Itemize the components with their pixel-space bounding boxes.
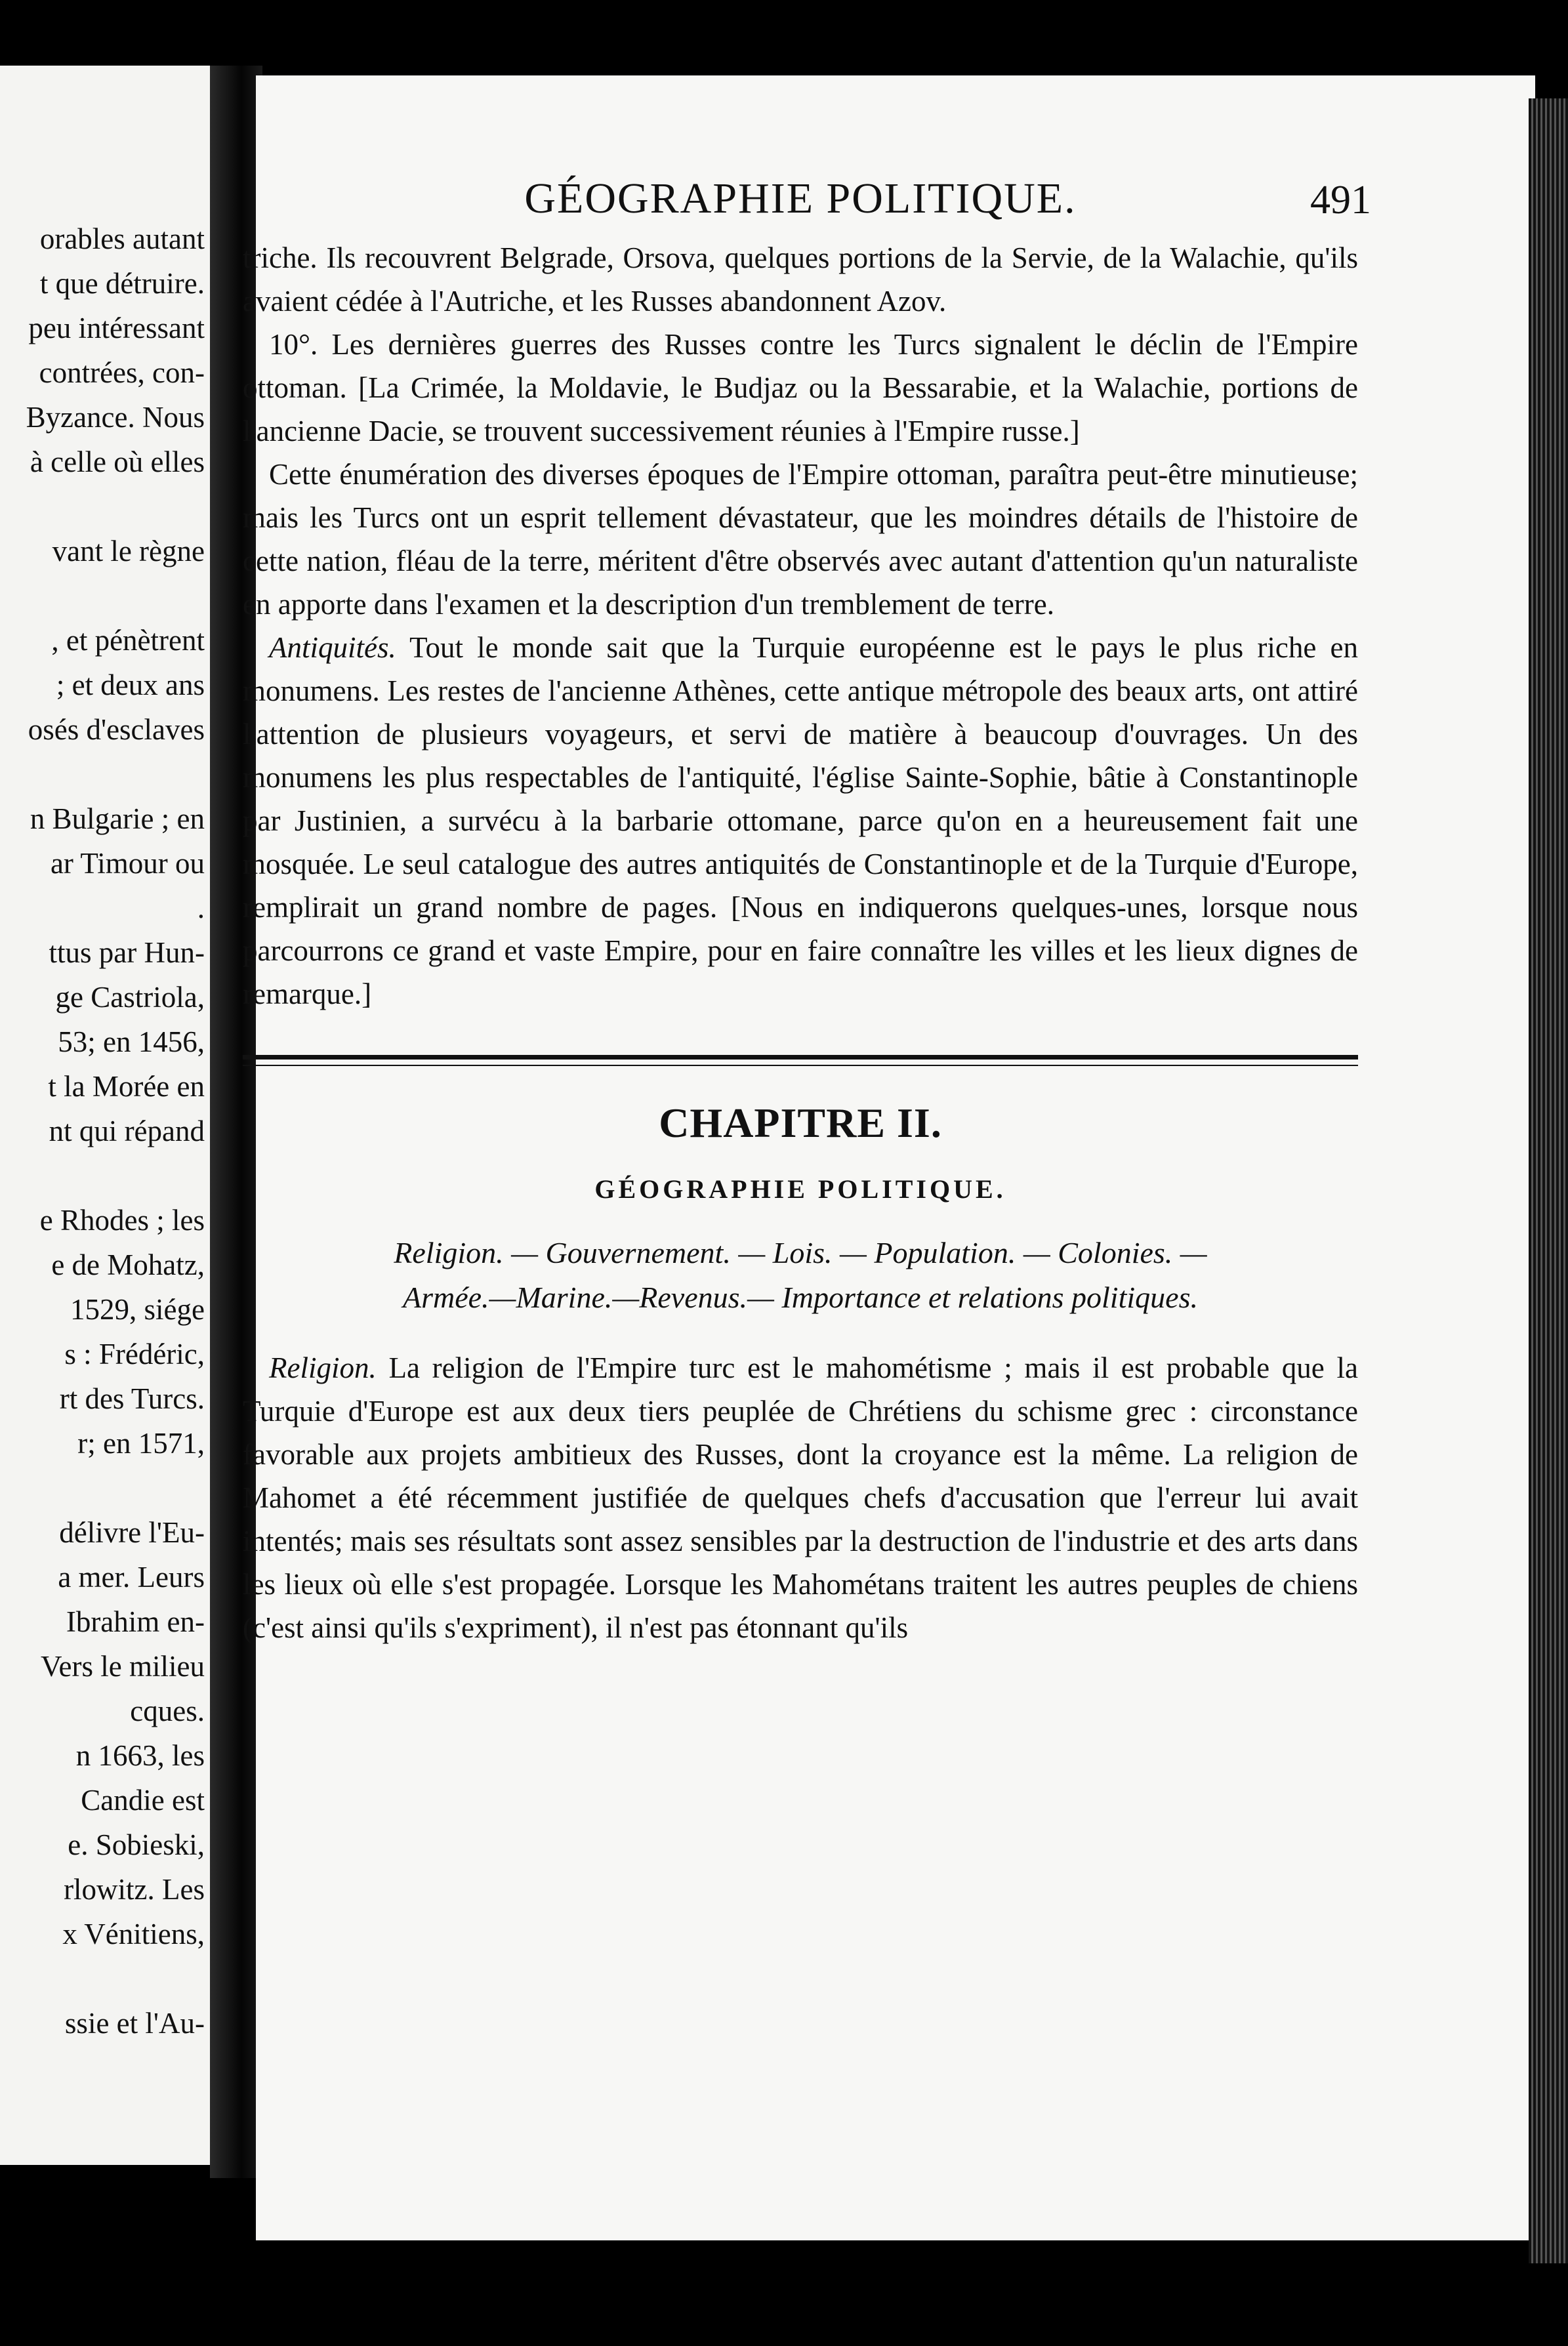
left-page-line [0,752,205,796]
left-page-line: e. Sobieski, [68,1828,205,1861]
left-page-line: ttus par Hun- [49,936,205,969]
chapter-title: CHAPITRE II. [659,1100,942,1146]
summary-line-2: Armée.—Marine.—Revenus.— Importance et relations politiques. [403,1281,1198,1314]
chapter-subtitle: GÉOGRAPHIE POLITIQUE. [594,1174,1006,1204]
page-content [243,164,1371,1649]
summary-line-1: Religion. — Gouvernement. — Lois. — Population. — Colonies. — [394,1236,1207,1269]
religion-text: La religion de l'Empire turc est le mahométisme ; mais il est probable que la Turquie d'Europe est aux deux tiers peuplée de Chrétiens du schisme grec : circonstance favorable aux projets ambitieux des Russes, dont la croyance est la même. La religion de Mahomet a été récemment justifiée de quelques chefs d'accusation que l'erreur lui avait intentés; mais ses résultats sont assez sensibles par la destruction de l'industrie et des arts dans les lieux où elle s'est propagée. Lorsque les Mahométans traitent les autres peuples de chiens (c'est ainsi qu'ils s'expriment), il n'est pas étonnant qu'ils [243,1351,1358,1644]
left-page-line: r; en 1571, [77,1427,205,1460]
left-page-line [0,484,205,529]
left-page-line: x Vénitiens, [62,1918,205,1950]
left-page-line: 53; en 1456, [58,1025,205,1058]
running-head [243,164,1371,236]
left-page-line: ge Castriola, [55,981,205,1014]
left-page [0,66,210,2165]
antiquites-lead: Antiquités. [269,631,396,664]
paragraph-enumeration: Cette énumération des diverses époques de l'Empire ottoman, paraîtra peut-être minutieuse; mais les Turcs ont un esprit tellement dévastateur, que les moindres détails de l'histoire de cette nation, fléau de la terre, méritent d'être observés avec autant d'attention qu'un naturaliste en apporte dans l'examen et la description d'un tremblement de terre. [243,458,1358,621]
left-page-line: e Rhodes ; les [39,1204,205,1237]
running-title: GÉOGRAPHIE POLITIQUE. [524,175,1077,222]
left-page-line: à celle où elles [30,445,205,478]
paragraph-tenth-period: 10°. Les dernières guerres des Russes contre les Turcs signalent le déclin de l'Empire ottoman. [La Crimée, la Moldavie, le Budjaz ou la Bessarabie, et la Walachie, portions de l'ancienne Dacie, se trouvent successivement réunies à l'Empire russe.] [243,328,1358,447]
left-page-line [0,573,205,618]
left-page-line: ; et deux ans [56,669,205,701]
left-page-line: n Bulgarie ; en [30,802,205,835]
left-page-line: nt qui répand [49,1115,205,1147]
paragraph-antiquites [243,626,1358,1016]
left-page-line: , et pénètrent [51,624,205,657]
chapter-rule [243,1055,1358,1066]
left-page-line: Byzance. Nous [26,401,205,434]
left-page-line [0,1466,205,1510]
left-page-line: . [197,892,205,924]
paragraph-religion [243,1346,1358,1649]
chapter-summary [243,1231,1358,1320]
left-page-line: n 1663, les [75,1739,205,1772]
left-page-line: peu intéressant [28,312,205,344]
left-page-line [0,1153,205,1198]
left-page-line: rt des Turcs. [59,1382,205,1415]
left-page-line: ssie et l'Au- [64,2007,205,2040]
religion-lead: Religion. [269,1351,377,1384]
left-page-line: cques. [130,1695,205,1727]
left-page-line: t que détruire. [39,267,205,300]
left-page-line [0,1956,205,2001]
page-number: 491 [1310,178,1371,222]
page-edge [1529,98,1568,2263]
left-page-text [0,216,205,2046]
left-page-line: Ibrahim en- [66,1605,205,1638]
left-page-line: orables autant [39,222,205,255]
left-page-line: Candie est [81,1784,205,1817]
left-page-line: Vers le milieu [41,1650,205,1683]
left-page-line: rlowitz. Les [64,1873,205,1906]
antiquites-text: Tout le monde sait que la Turquie européenne est le pays le plus riche en monumens. Les restes de l'ancienne Athènes, cette antique métropole des beaux arts, ont attiré l'attention de plusieurs voyageurs, et servi de matière à beaucoup d'ouvrages. Un des monumens les plus respectables de l'antiquité, l'église Sainte-Sophie, bâtie à Constantinople par Justinien, a survécu à la barbarie ottomane, parce qu'on en a heureusement fait une mosquée. Le seul catalogue des autres antiquités de Constantinople et de la Turquie d'Europe, remplirait un grand nombre de pages. [Nous en indiquerons quelques-unes, lorsque nous parcourrons ce grand et vaste Empire, pour en faire connaître les villes et les lieux dignes de remarque.] [243,631,1358,1010]
left-page-line: osés d'esclaves [28,713,205,746]
left-page-line: délivre l'Eu- [59,1516,205,1549]
left-page-line: s : Frédéric, [64,1338,205,1370]
left-page-line: e de Mohatz, [51,1248,205,1281]
left-page-line: a mer. Leurs [58,1561,205,1594]
left-page-line: 1529, siége [70,1293,205,1326]
left-page-line: t la Morée en [48,1070,205,1103]
left-page-line: contrées, con- [39,356,205,389]
left-page-line: ar Timour ou [50,847,205,880]
paragraph-continuation: triche. Ils recouvrent Belgrade, Orsova, quelques portions de la Servie, de la Walachie, qu'ils avaient cédée à l'Autriche, et les Russes abandonnent Azov. [243,241,1358,318]
left-page-line: vant le règne [52,535,205,567]
